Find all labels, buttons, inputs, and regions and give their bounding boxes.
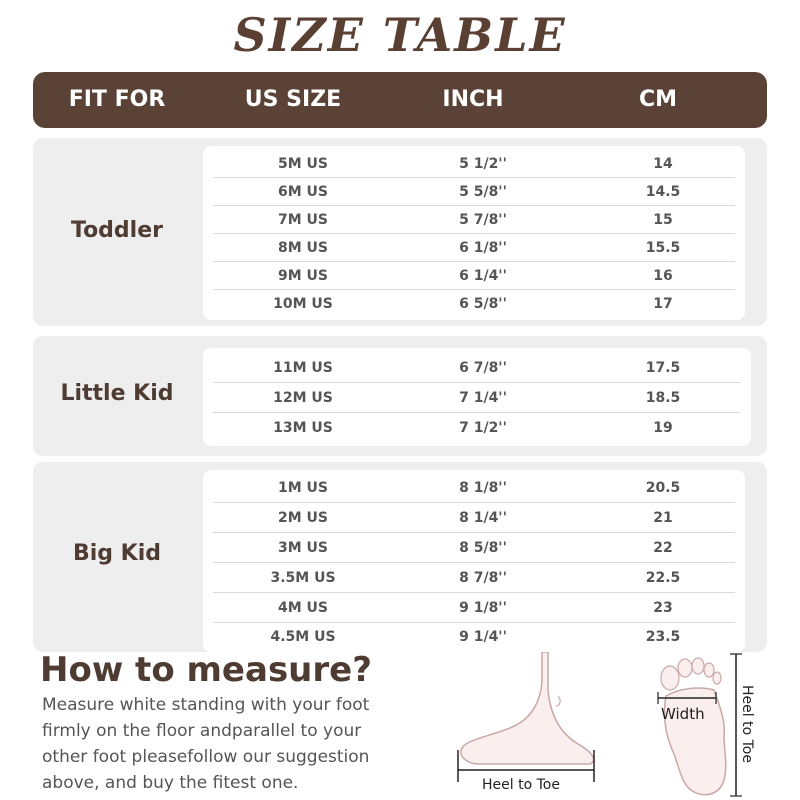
cell-cm: 17.5	[645, 360, 681, 376]
cell-inch: 5 7/8''	[459, 212, 507, 228]
cell-inch: 8 7/8''	[459, 570, 507, 586]
header-cm: CM	[638, 87, 678, 112]
cell-cm: 14.5	[645, 184, 681, 200]
cell-us-size: 4.5M US	[270, 629, 336, 645]
header-fit-for: FIT FOR	[68, 87, 166, 112]
cell-cm: 15.5	[645, 240, 681, 256]
group-table-big-kid	[203, 470, 745, 652]
cell-cm: 20.5	[645, 480, 681, 496]
cell-cm: 23.5	[645, 629, 681, 645]
toe-5	[713, 672, 721, 684]
toe-big	[661, 666, 679, 690]
group-little-kid	[33, 336, 767, 456]
cell-inch: 9 1/4''	[459, 629, 507, 645]
table-row	[213, 150, 735, 178]
cell-inch: 5 1/2''	[459, 156, 507, 172]
cell-us-size: 13M US	[273, 420, 333, 436]
group-label-big-kid: Big Kid	[72, 541, 162, 566]
cell-us-size: 3M US	[278, 540, 328, 556]
cell-cm: 16	[653, 268, 673, 284]
cell-inch: 5 5/8''	[459, 184, 507, 200]
cell-inch: 6 7/8''	[459, 360, 507, 376]
group-label-toddler: Toddler	[70, 218, 163, 243]
measure-instructions: Measure white standing with your foot firmly on the floor andparallel to your other foot pleasefollow our suggestion above, and buy the fitest one.	[42, 695, 370, 793]
cell-cm: 14	[653, 156, 673, 172]
cell-inch: 6 1/4''	[459, 268, 507, 284]
cell-us-size: 6M US	[278, 184, 328, 200]
table-row	[213, 353, 741, 383]
cell-inch: 8 1/8''	[459, 480, 507, 496]
table-row	[213, 593, 735, 623]
cell-cm: 15	[653, 212, 673, 228]
label-heel-to-toe-vertical: Heel to Toe	[739, 685, 755, 763]
cell-cm: 21	[653, 510, 673, 526]
cell-inch: 7 1/2''	[459, 420, 507, 436]
foot-side-shape	[461, 652, 594, 764]
table-row	[213, 563, 735, 593]
cell-us-size: 5M US	[278, 156, 328, 172]
group-table-toddler	[203, 146, 745, 320]
cell-us-size: 9M US	[278, 268, 328, 284]
cell-inch: 8 1/4''	[459, 510, 507, 526]
cell-cm: 19	[653, 420, 673, 436]
label-heel-to-toe: Heel to Toe	[482, 777, 560, 793]
cell-us-size: 4M US	[278, 600, 328, 616]
toe-4	[704, 663, 714, 677]
table-row	[213, 503, 735, 533]
table-row	[213, 383, 741, 413]
cell-us-size: 2M US	[278, 510, 328, 526]
cell-inch: 8 5/8''	[459, 540, 507, 556]
table-row	[213, 234, 735, 262]
cell-cm: 22.5	[645, 570, 681, 586]
table-row	[213, 206, 735, 234]
cell-us-size: 10M US	[273, 296, 333, 312]
header-us-size: US SIZE	[244, 87, 342, 112]
label-width: Width	[661, 705, 705, 723]
group-toddler	[33, 138, 767, 326]
cell-cm: 17	[653, 296, 673, 312]
cell-cm: 18.5	[645, 390, 681, 406]
table-header	[33, 72, 767, 128]
cell-us-size: 8M US	[278, 240, 328, 256]
table-row	[213, 623, 735, 651]
foot-sole-shape	[664, 688, 725, 795]
page-title: SIZE TABLE	[233, 8, 567, 62]
table-row	[213, 533, 735, 563]
cell-inch: 6 1/8''	[459, 240, 507, 256]
ankle-bone-mark	[556, 696, 560, 706]
cell-us-size: 3.5M US	[270, 570, 336, 586]
cell-cm: 22	[653, 540, 673, 556]
header-inch: INCH	[442, 87, 504, 112]
foot-sole-illustration	[640, 650, 800, 800]
cell-us-size: 11M US	[273, 360, 333, 376]
table-row	[213, 178, 735, 206]
cell-inch: 6 5/8''	[459, 296, 507, 312]
cell-us-size: 1M US	[278, 480, 328, 496]
table-row	[213, 473, 735, 503]
table-row	[213, 413, 741, 443]
table-row	[213, 290, 735, 318]
measure-title: How to measure?	[40, 650, 372, 690]
cell-cm: 23	[653, 600, 673, 616]
group-label-little-kid: Little Kid	[60, 381, 174, 406]
cell-us-size: 12M US	[273, 390, 333, 406]
cell-inch: 9 1/8''	[459, 600, 507, 616]
cell-inch: 7 1/4''	[459, 390, 507, 406]
group-table-little-kid	[203, 348, 751, 446]
table-row	[213, 262, 735, 290]
cell-us-size: 7M US	[278, 212, 328, 228]
toe-3	[692, 658, 704, 674]
group-big-kid	[33, 462, 767, 652]
toe-2	[678, 659, 692, 677]
